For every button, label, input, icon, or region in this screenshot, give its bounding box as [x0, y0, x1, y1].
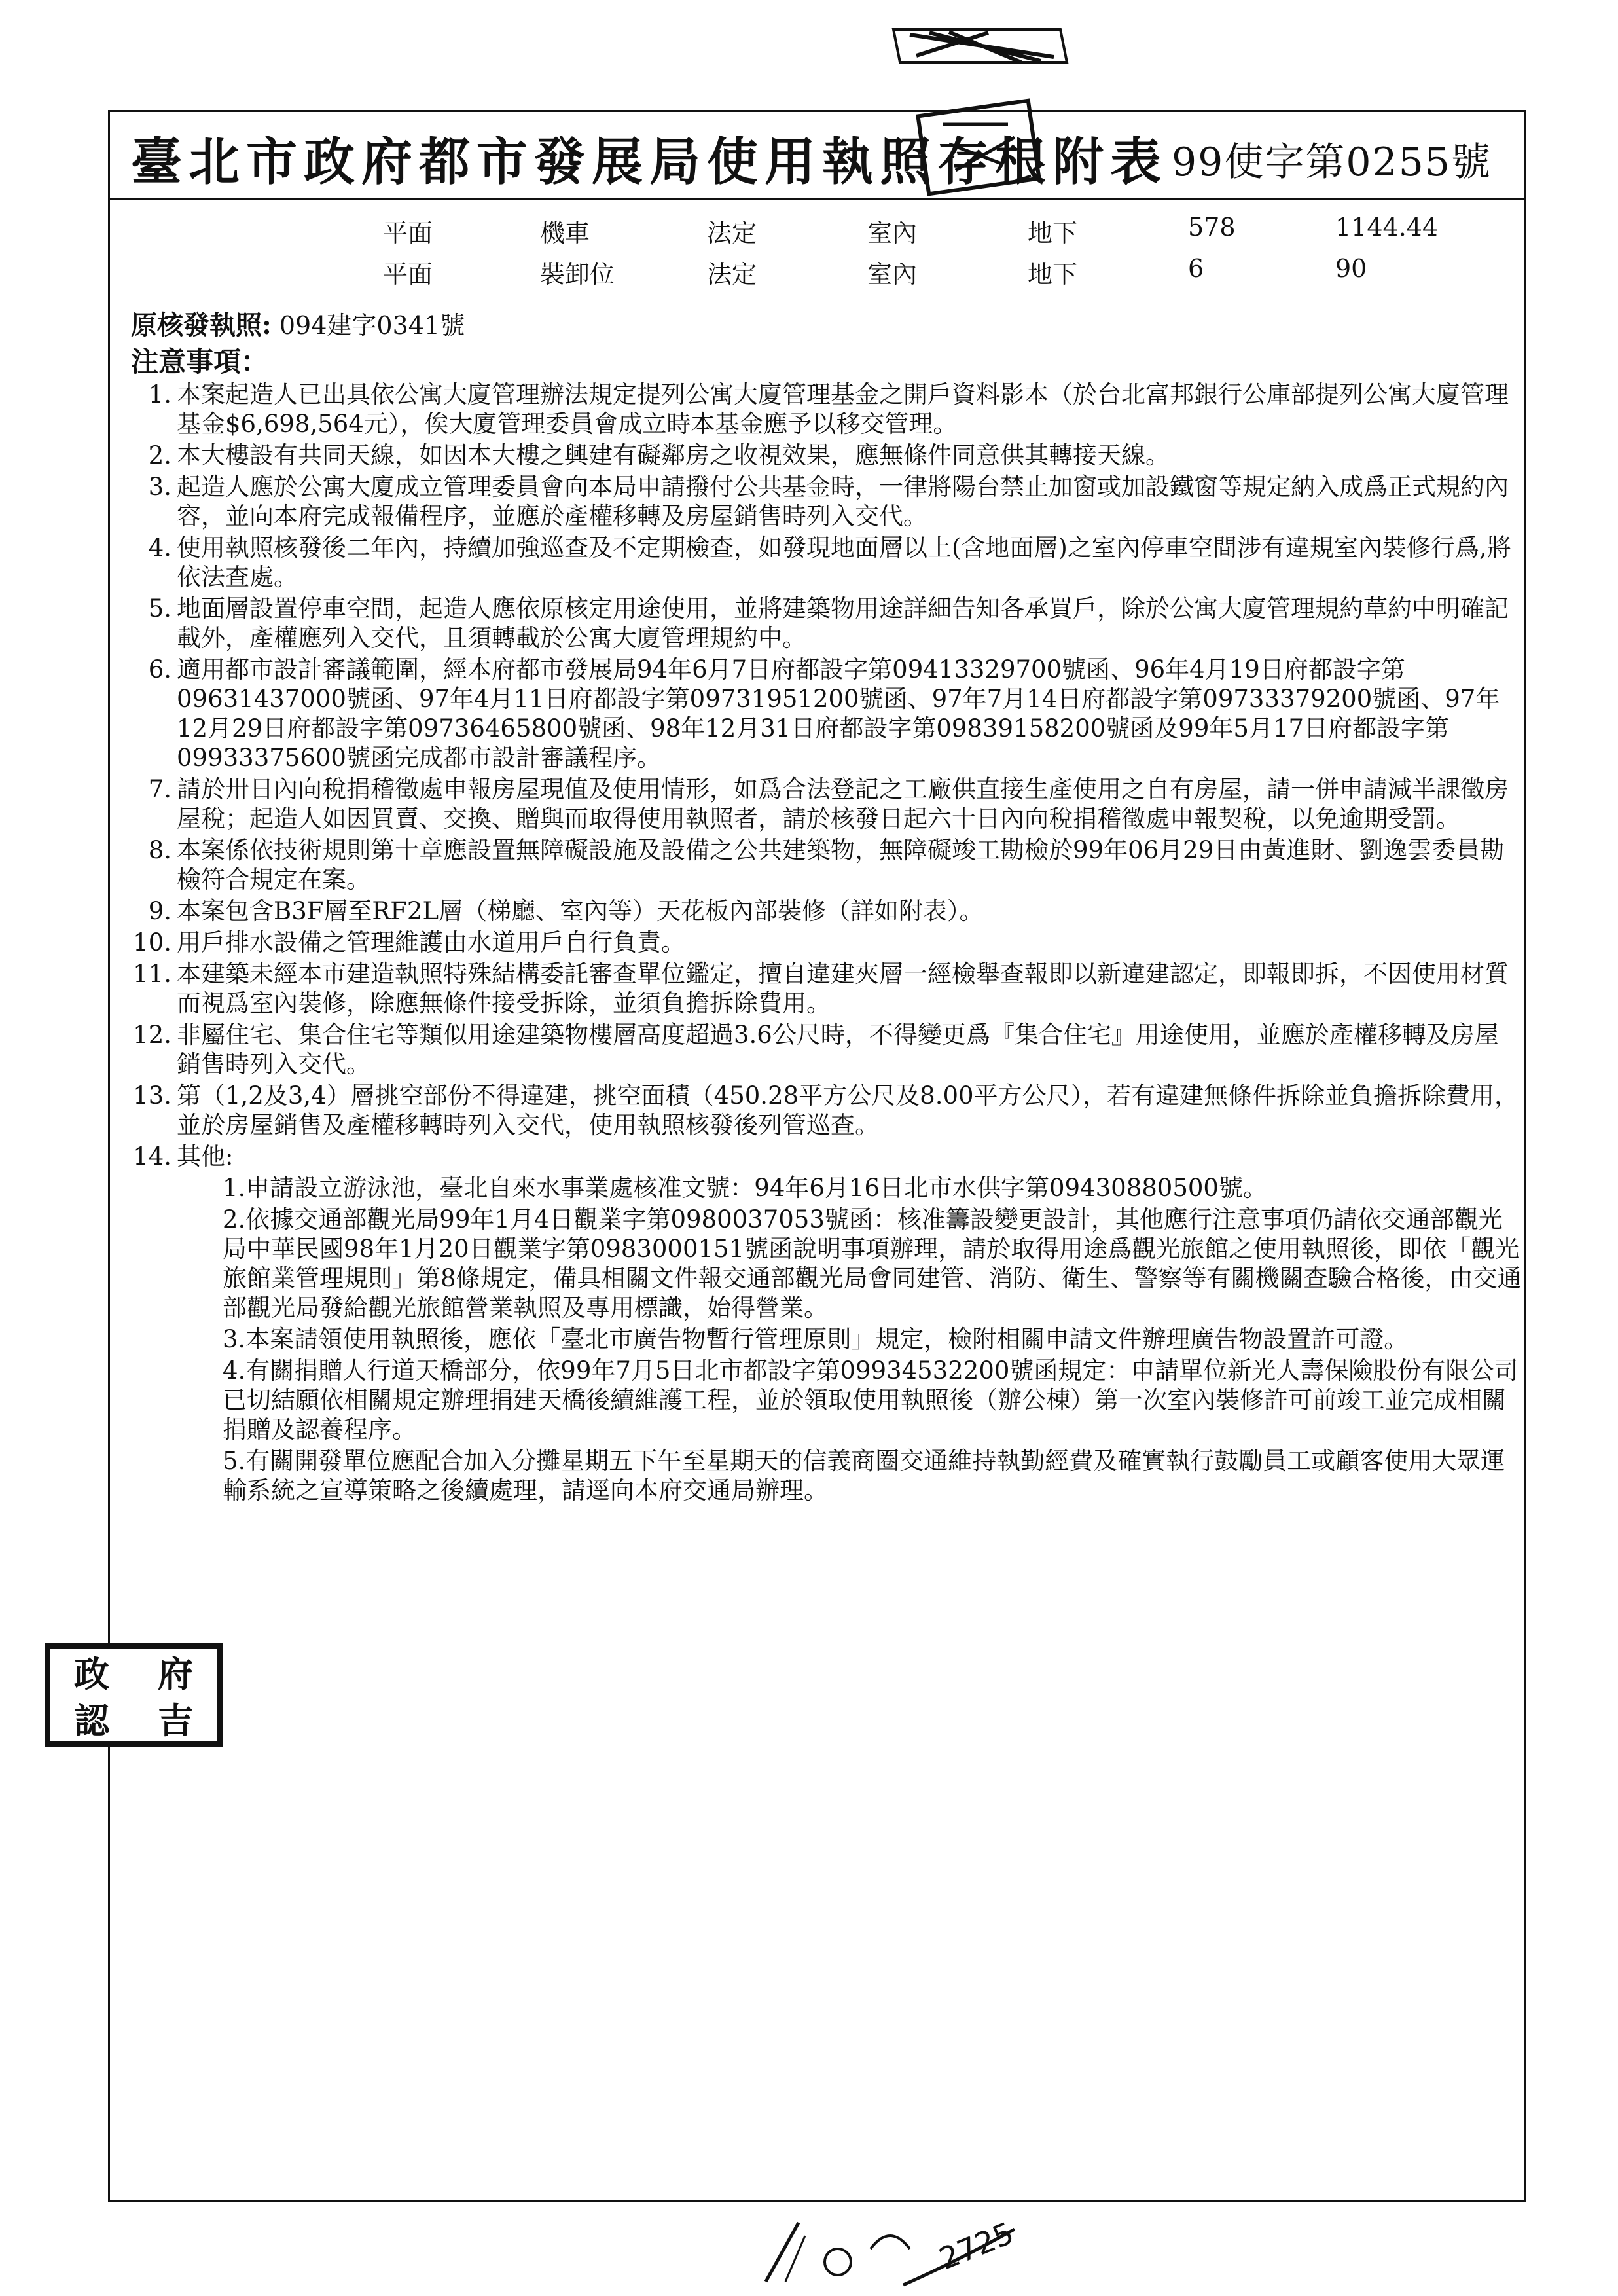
note-text: 適用都市設計審議範圍，經本府都市發展局94年6月7日府都設字第09413329700號函、96年4月19日府都設字第09631437000號函、97年4月11日府都設字第09731951200號函、97年7月14日府都設字第09733379200號函、97年12月29日府都設字第09736465800號函、98年12月31日府都設字第09839158200號函及99年5月17日府都設字第09933375600號函完成都市設計審議程序。: [177, 655, 1500, 772]
note-number: 2.: [148, 441, 171, 469]
sub-note-item: 1.申請設立游泳池，臺北自來水事業處核准文號：94年6月16日北市水供字第09430880500號。: [223, 1174, 1267, 1202]
note-item: [131, 959, 1522, 1018]
note-item: [131, 896, 1522, 926]
note-text: 本案包含B3F層至RF2L層（梯廳、室內等）天花板內部裝修（詳如附表）。: [177, 897, 984, 925]
sub-note-item: 2.依據交通部觀光局99年1月4日觀業字第0980037053號函：核准籌設變更設計，其他應行注意事項仍請依交通部觀光局中華民國98年1月20日觀業字第0983000151號函說明事項辦理，請於取得用途爲觀光旅館之使用執照後，即依「觀光旅館業管理規則」第8條規定，備具相關文件報交通部觀光局會同建管、消防、衛生、警察等有關機關查驗合格後，由交通部觀光局發給觀光旅館營業執照及專用標識，始得營業。: [223, 1205, 1522, 1322]
note-text: 非屬住宅、集合住宅等類似用途建築物樓層高度超過3.6公尺時，不得變更爲『集合住宅』用途使用，並應於產權移轉及房屋銷售時列入交代。: [177, 1021, 1499, 1078]
note-number: 13.: [133, 1082, 171, 1110]
note-item: [131, 774, 1522, 833]
table-cell: 地下: [1028, 219, 1078, 247]
table-cell: 6: [1188, 254, 1204, 283]
note-item: [131, 1020, 1522, 1079]
official-seal: [45, 1643, 223, 1747]
note-text: 地面層設置停車空間，起造人應依原核定用途使用，並將建築物用途詳細告知各承買戶，除於公寓大廈管理規約草約中明確記載外，產權應列入交代，且須轉載於公寓大廈管理規約中。: [177, 594, 1509, 652]
bottom-stamp-number: 2725: [934, 2215, 1019, 2277]
table-cell: 地下: [1028, 260, 1078, 289]
note-text: 起造人應於公寓大廈成立管理委員會向本局申請撥付公共基金時，一律將陽台禁止加窗或加設鐵窗等規定納入成爲正式規約內容，並向本府完成報備程序，並應於產權移轉及房屋銷售時列入交代。: [177, 473, 1509, 530]
sub-note-item: 3.本案請領使用執照後，應依「臺北市廣告物暫行管理原則」規定，檢附相關申請文件辦理廣告物設置許可證。: [223, 1325, 1409, 1353]
note-number: 12.: [133, 1021, 171, 1049]
seal-character: 認: [74, 1700, 109, 1741]
seal-character: 府: [158, 1653, 193, 1695]
table-cell: 機車: [540, 219, 590, 247]
note-text: 本案係依技術規則第十章應設置無障礙設施及設備之公共建築物，無障礙竣工勘檢於99年06月29日由黃進財、劉逸雲委員勘檢符合規定在案。: [177, 836, 1505, 894]
note-number: 3.: [148, 473, 171, 501]
original-permit-value: 094建字0341號: [279, 311, 465, 340]
table-cell: 裝卸位: [540, 260, 615, 289]
note-number: 9.: [148, 897, 171, 925]
table-cell: 平面: [383, 219, 433, 247]
note-text: 其他:: [177, 1142, 234, 1171]
note-number: 1.: [148, 380, 171, 409]
note-number: 14.: [133, 1142, 171, 1171]
note-item: [131, 1142, 1522, 1171]
table-cell: 法定: [707, 260, 757, 289]
note-number: 7.: [148, 775, 171, 803]
header-divider: [108, 198, 1526, 200]
note-number: 8.: [148, 836, 171, 864]
table-cell: 法定: [707, 219, 757, 247]
note-text: 本建築未經本市建造執照特殊結構委託審查單位鑑定，擅自違建夾層一經檢舉查報即以新違建認定，即報即拆，不因使用材質而視爲室內裝修，除應無條件接受拆除，並須負擔拆除費用。: [177, 960, 1509, 1017]
note-item: [131, 533, 1522, 592]
note-number: 5.: [148, 594, 171, 623]
table-cell: 1144.44: [1335, 213, 1439, 242]
note-text: 用戶排水設備之管理維護由水道用戶自行負責。: [177, 928, 685, 957]
original-permit-label: 原核發執照:: [131, 310, 272, 340]
note-item: [131, 655, 1522, 773]
original-permit: [131, 304, 465, 342]
note-number: 6.: [148, 655, 171, 683]
note-item: [131, 594, 1522, 653]
top-stamp-mark: [890, 23, 1073, 69]
note-item: [131, 441, 1522, 470]
note-text: 本大樓設有共同天線，如因本大樓之興建有礙鄰房之收視效果，應無條件同意供其轉接天線。: [177, 441, 1170, 469]
note-item: [131, 928, 1522, 957]
note-text: 本案起造人已出具依公寓大廈管理辦法規定提列公寓大廈管理基金之開戶資料影本（於台北富邦銀行公庫部提列公寓大廈管理基金$6,698,564元），俟大廈管理委員會成立時本基金應予以移交管理。: [177, 380, 1509, 438]
title-seal-stamp: [910, 98, 1047, 196]
table-cell: 90: [1335, 254, 1367, 283]
notes-list: [131, 380, 1522, 1507]
document-title: 臺北市政府都市發展局使用執照存根附表: [131, 132, 1168, 192]
table-cell: 平面: [383, 260, 433, 289]
note-text: 使用執照核發後二年內，持續加強巡查及不定期檢查，如發現地面層以上(含地面層)之室內停車空間涉有違規室內裝修行爲,將依法查處。: [177, 534, 1511, 591]
notes-heading: 注意事項：: [131, 346, 269, 378]
seal-character: 吉: [158, 1700, 193, 1741]
sub-note-item: 5.有關開發單位應配合加入分攤星期五下午至星期天的信義商圈交通維持執勤經費及確實執行鼓勵員工或顧客使用大眾運輸系統之宣導策略之後續處理，請逕向本府交通局辦理。: [223, 1447, 1505, 1504]
permit-number: 99使字第0255號: [1172, 139, 1492, 185]
note-item: [131, 472, 1522, 531]
note-text: 請於卅日內向稅捐稽徵處申報房屋現值及使用情形，如爲合法登記之工廠供直接生產使用之自有房屋，請一併申請減半課徵房屋稅；起造人如因買賣、交換、贈與而取得使用執照者，請於核發日起六十日內向稅捐稽徵處申報契稅，以免逾期受罰。: [177, 775, 1509, 833]
note-item: [131, 835, 1522, 894]
note-item: [131, 1081, 1522, 1140]
note-number: 4.: [148, 534, 171, 562]
table-cell: 578: [1188, 213, 1236, 242]
note-item: [131, 380, 1522, 439]
table-cell: 室內: [867, 260, 918, 289]
seal-character: 政: [74, 1653, 109, 1695]
note-number: 11.: [133, 960, 171, 988]
table-cell: 室內: [867, 219, 918, 247]
sub-note-item: 4.有關捐贈人行道天橋部分，依99年7月5日北市都設字第09934532200號函規定：申請單位新光人壽保險股份有限公司已切結願依相關規定辦理捐建天橋後續維護工程，並於領取使用執照後（辦公棟）第一次室內裝修許可前竣工並完成相關捐贈及認養程序。: [223, 1357, 1519, 1444]
note-text: 第（1,2及3,4）層挑空部份不得違建，挑空面積（450.28平方公尺及8.00平方公尺），若有違建無條件拆除並負擔拆除費用，並於房屋銷售及產權移轉時列入交代，使用執照核發後列管巡查。: [177, 1082, 1519, 1139]
note-number: 10.: [133, 928, 171, 957]
bottom-stamp-mark: [759, 2210, 1021, 2288]
